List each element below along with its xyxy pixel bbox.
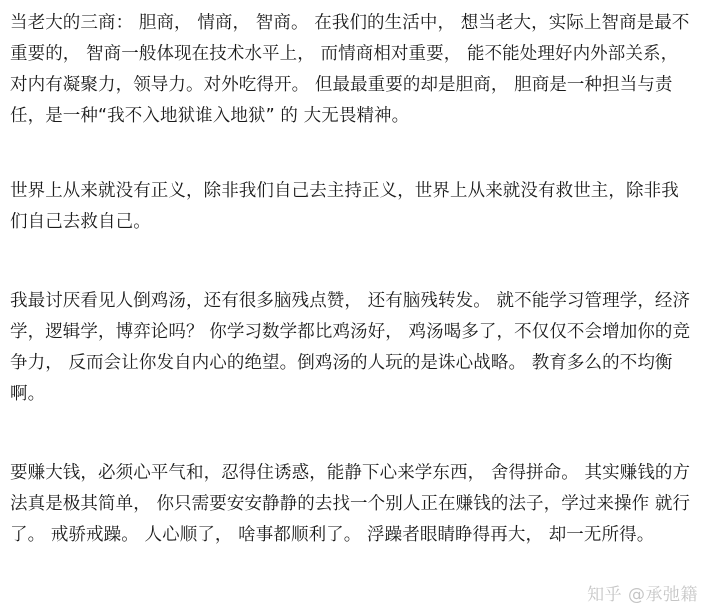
text-line: 对内有凝聚力，领导力。对外吃得开。 但最最重要的却是胆商， 胆商是一种担当与责: [10, 75, 673, 95]
paragraph: [10, 8, 710, 132]
text-line: 当老大的三商： 胆商， 情商， 智商。 在我们的生活中， 想当老大，实际上智商是最不: [10, 13, 690, 33]
text-line: 了。 戒骄戒躁。 人心顺了， 啥事都顺利了。 浮躁者眼睛睁得再大， 却一无所得。: [10, 525, 655, 545]
text-line: 要赚大钱，必须心平气和，忍得住诱惑，能静下心来学东西， 舍得拼命。 其实赚钱的方: [10, 463, 691, 483]
paragraph: [10, 286, 710, 410]
text-line: 重要的， 智商一般体现在技术水平上， 而情商相对重要， 能不能处理好内外部关系，: [10, 44, 679, 64]
text-line: 世界上从来就没有正义，除非我们自己去主持正义，世界上从来就没有救世主，除非我: [10, 181, 679, 201]
text-line: 们自己去救自己。: [10, 212, 151, 232]
text-line: 啊。: [10, 384, 46, 404]
paragraph: [10, 458, 710, 551]
text-line: 我最讨厌看见人倒鸡汤，还有很多脑残点赞， 还有脑残转发。 就不能学习管理学，经济: [10, 291, 691, 311]
text-line: 学，逻辑学，博弈论吗？ 你学习数学都比鸡汤好， 鸡汤喝多了，不仅仅不会增加你的竞: [10, 322, 691, 342]
text-line: 任，是一种“我不入地狱谁入地狱” 的 大无畏精神。: [10, 106, 410, 126]
article-body: [10, 8, 710, 599]
paragraph: [10, 176, 710, 238]
text-line: 法真是极其简单， 你只需要安安静静的去找一个别人正在赚钱的法子，学过来操作 就行: [10, 494, 691, 514]
text-line: 争力， 反而会让你发自内心的绝望。倒鸡汤的人玩的是诛心战略。 教育多么的不均衡: [10, 353, 673, 373]
watermark: 知乎 @承弛籍: [587, 585, 698, 605]
